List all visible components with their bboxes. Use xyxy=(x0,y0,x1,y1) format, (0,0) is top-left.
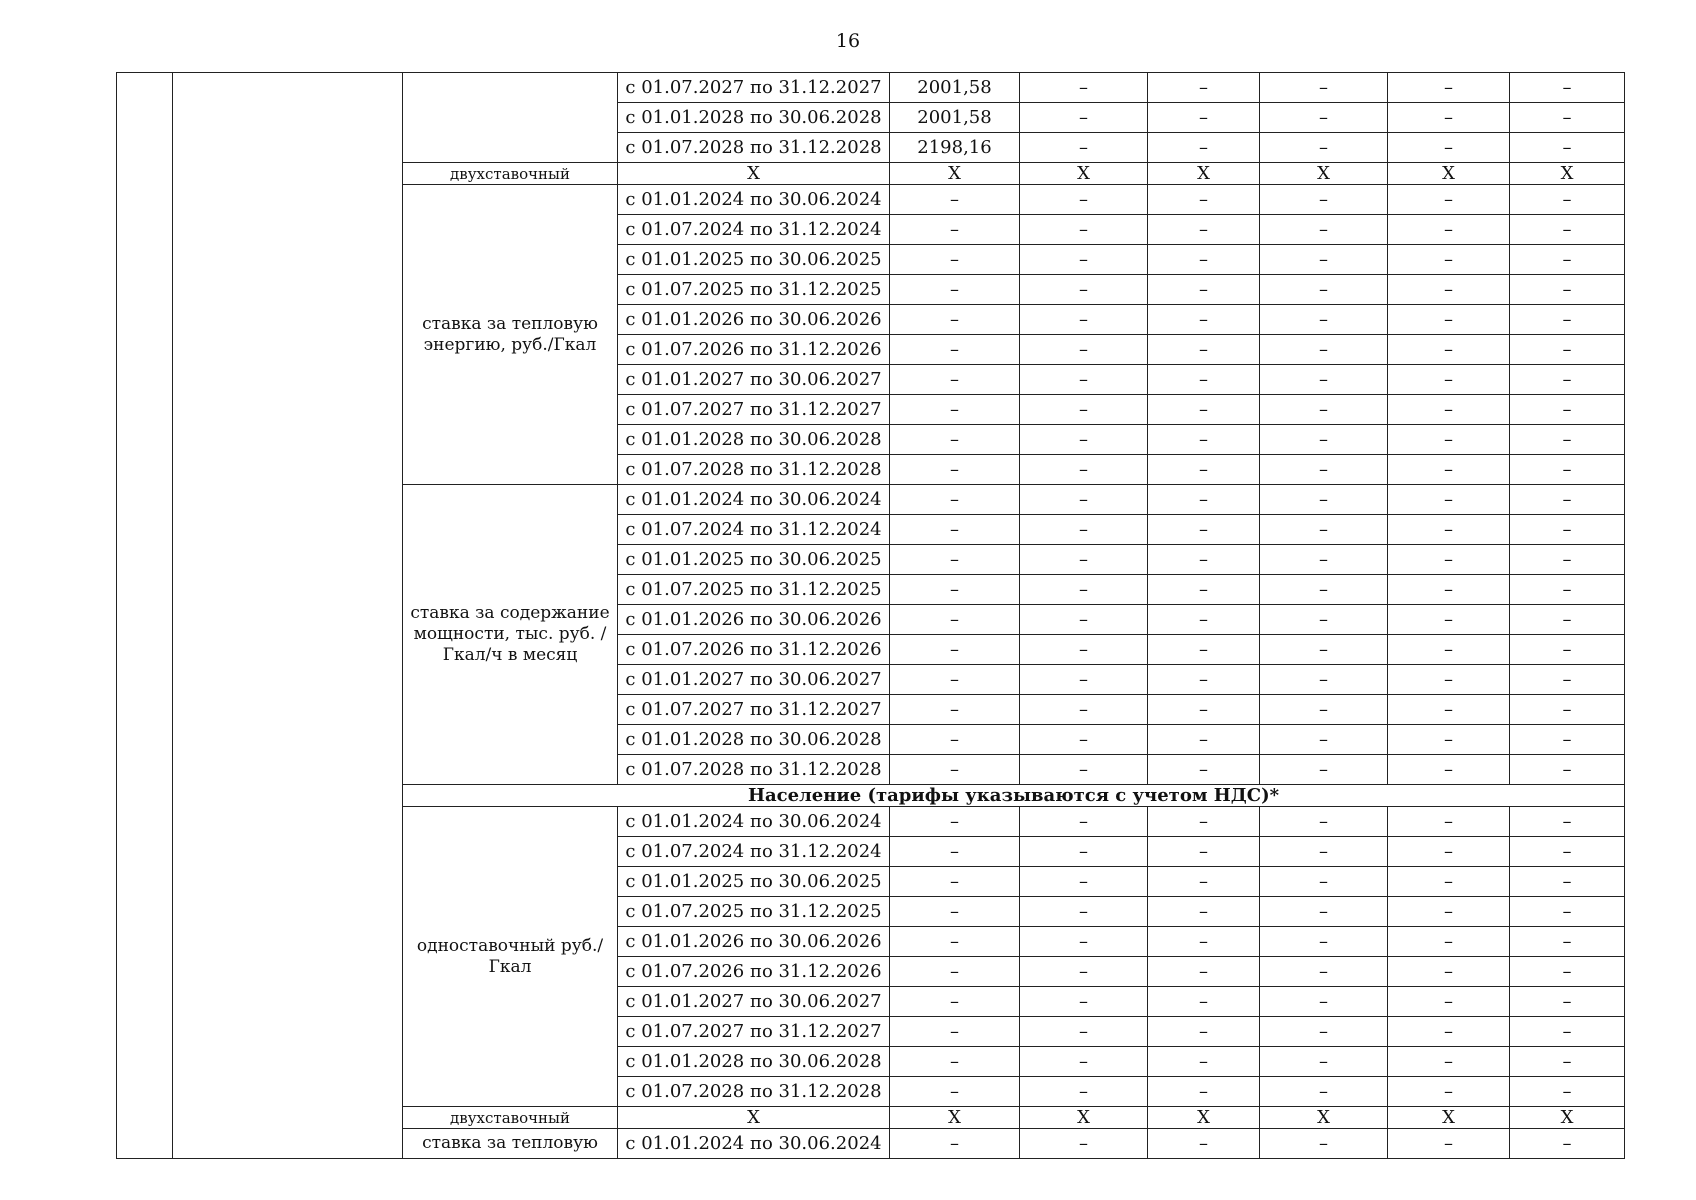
section-title: Население (тарифы указываются с учетом НДС)* xyxy=(403,785,1625,807)
period-cell: с 01.01.2026 по 30.06.2026 xyxy=(618,305,890,335)
value-cell: – xyxy=(1148,245,1260,275)
value-cell: – xyxy=(1020,365,1148,395)
value-cell: – xyxy=(1510,185,1625,215)
value-cell: – xyxy=(1388,73,1510,103)
value-cell: – xyxy=(1510,395,1625,425)
value-cell: – xyxy=(1020,867,1148,897)
period-cell: с 01.01.2028 по 30.06.2028 xyxy=(618,425,890,455)
value-cell: – xyxy=(1148,545,1260,575)
value-cell: – xyxy=(1510,455,1625,485)
value-cell: – xyxy=(1510,1017,1625,1047)
value-cell: – xyxy=(890,485,1020,515)
value-cell: – xyxy=(890,455,1020,485)
page-number: 16 xyxy=(835,30,861,52)
period-cell: с 01.01.2025 по 30.06.2025 xyxy=(618,245,890,275)
value-cell: – xyxy=(1260,665,1388,695)
value-cell: – xyxy=(1510,755,1625,785)
value-cell: – xyxy=(1020,1047,1148,1077)
value-cell: – xyxy=(1020,695,1148,725)
value-cell: – xyxy=(1148,837,1260,867)
value-cell: 2001,58 xyxy=(890,73,1020,103)
value-cell: – xyxy=(1510,103,1625,133)
value-cell: – xyxy=(1510,425,1625,455)
value-cell: – xyxy=(1148,575,1260,605)
x-cell: Х xyxy=(1510,163,1625,185)
value-cell: – xyxy=(1260,725,1388,755)
value-cell: – xyxy=(1260,485,1388,515)
value-cell: – xyxy=(1020,73,1148,103)
value-cell: – xyxy=(1510,305,1625,335)
tariff-type-label: двухставочный xyxy=(403,163,618,185)
value-cell: – xyxy=(1510,837,1625,867)
value-cell: – xyxy=(1020,987,1148,1017)
value-cell: – xyxy=(1020,957,1148,987)
table-row xyxy=(117,73,1625,103)
value-cell: – xyxy=(1260,1017,1388,1047)
value-cell: – xyxy=(1510,275,1625,305)
value-cell: – xyxy=(1260,365,1388,395)
value-cell: – xyxy=(1388,133,1510,163)
value-cell: – xyxy=(1020,133,1148,163)
value-cell: – xyxy=(890,515,1020,545)
value-cell: – xyxy=(1510,215,1625,245)
value-cell: – xyxy=(1260,1047,1388,1077)
value-cell: – xyxy=(1510,897,1625,927)
value-cell: – xyxy=(890,395,1020,425)
value-cell: – xyxy=(1260,837,1388,867)
value-cell: – xyxy=(1148,755,1260,785)
value-cell: – xyxy=(1020,395,1148,425)
value-cell: – xyxy=(1388,103,1510,133)
period-cell: с 01.01.2028 по 30.06.2028 xyxy=(618,1047,890,1077)
value-cell: – xyxy=(1510,485,1625,515)
period-cell: с 01.07.2024 по 31.12.2024 xyxy=(618,215,890,245)
period-cell: с 01.07.2025 по 31.12.2025 xyxy=(618,575,890,605)
value-cell: – xyxy=(1020,103,1148,133)
value-cell: – xyxy=(1260,807,1388,837)
value-cell: – xyxy=(1510,335,1625,365)
period-cell: с 01.01.2024 по 30.06.2024 xyxy=(618,1129,890,1159)
empty-cell xyxy=(117,73,173,1159)
value-cell: – xyxy=(890,545,1020,575)
value-cell: – xyxy=(890,987,1020,1017)
value-cell: – xyxy=(890,665,1020,695)
x-cell: Х xyxy=(1148,1107,1260,1129)
value-cell: – xyxy=(890,245,1020,275)
value-cell: – xyxy=(890,837,1020,867)
value-cell: – xyxy=(1260,515,1388,545)
period-cell: с 01.07.2024 по 31.12.2024 xyxy=(618,837,890,867)
period-cell: с 01.01.2027 по 30.06.2027 xyxy=(618,665,890,695)
value-cell: – xyxy=(890,185,1020,215)
value-cell: – xyxy=(1148,133,1260,163)
value-cell: – xyxy=(1510,807,1625,837)
value-cell: – xyxy=(1148,957,1260,987)
value-cell: – xyxy=(1510,1047,1625,1077)
value-cell: – xyxy=(1510,695,1625,725)
value-cell: – xyxy=(1148,185,1260,215)
value-cell: – xyxy=(1260,957,1388,987)
value-cell: – xyxy=(890,275,1020,305)
period-cell: с 01.01.2025 по 30.06.2025 xyxy=(618,545,890,575)
value-cell: – xyxy=(1510,365,1625,395)
value-cell: – xyxy=(1260,335,1388,365)
value-cell: – xyxy=(1388,275,1510,305)
value-cell: – xyxy=(1260,245,1388,275)
value-cell: – xyxy=(890,725,1020,755)
value-cell: 2198,16 xyxy=(890,133,1020,163)
period-cell: с 01.07.2027 по 31.12.2027 xyxy=(618,695,890,725)
value-cell: – xyxy=(1388,635,1510,665)
value-cell: – xyxy=(1510,575,1625,605)
period-cell: с 01.01.2027 по 30.06.2027 xyxy=(618,987,890,1017)
value-cell: – xyxy=(1388,725,1510,755)
value-cell: – xyxy=(1148,215,1260,245)
value-cell: – xyxy=(1388,695,1510,725)
value-cell: – xyxy=(1020,837,1148,867)
value-cell: – xyxy=(1260,987,1388,1017)
value-cell: – xyxy=(1388,455,1510,485)
period-cell: с 01.07.2028 по 31.12.2028 xyxy=(618,455,890,485)
value-cell: – xyxy=(1260,185,1388,215)
value-cell: – xyxy=(1020,665,1148,695)
value-cell: – xyxy=(890,635,1020,665)
value-cell: – xyxy=(1148,395,1260,425)
value-cell: – xyxy=(1388,545,1510,575)
value-cell: – xyxy=(1020,1129,1148,1159)
value-cell: – xyxy=(1510,665,1625,695)
period-cell: с 01.01.2024 по 30.06.2024 xyxy=(618,807,890,837)
value-cell: – xyxy=(1260,215,1388,245)
value-cell: – xyxy=(1510,1129,1625,1159)
value-cell: – xyxy=(890,215,1020,245)
value-cell: – xyxy=(1260,133,1388,163)
value-cell: – xyxy=(1388,807,1510,837)
value-cell: – xyxy=(1260,605,1388,635)
period-cell: с 01.01.2027 по 30.06.2027 xyxy=(618,365,890,395)
x-cell: Х xyxy=(1020,163,1148,185)
value-cell: – xyxy=(1148,807,1260,837)
value-cell: – xyxy=(890,1047,1020,1077)
value-cell: – xyxy=(1020,927,1148,957)
x-cell: Х xyxy=(618,1107,890,1129)
period-cell: с 01.07.2025 по 31.12.2025 xyxy=(618,275,890,305)
value-cell: – xyxy=(1388,867,1510,897)
value-cell: – xyxy=(1260,455,1388,485)
value-cell: – xyxy=(1510,1077,1625,1107)
value-cell: – xyxy=(1020,725,1148,755)
value-cell: – xyxy=(1020,275,1148,305)
value-cell: – xyxy=(1260,73,1388,103)
value-cell: – xyxy=(1148,73,1260,103)
x-cell: Х xyxy=(890,1107,1020,1129)
value-cell: – xyxy=(1510,867,1625,897)
value-cell: – xyxy=(1510,133,1625,163)
value-cell: – xyxy=(1260,545,1388,575)
value-cell: – xyxy=(1388,1129,1510,1159)
x-cell: Х xyxy=(1510,1107,1625,1129)
period-cell: с 01.01.2024 по 30.06.2024 xyxy=(618,185,890,215)
value-cell: – xyxy=(1020,305,1148,335)
value-cell: – xyxy=(1388,957,1510,987)
tariff-type-label: двухставочный xyxy=(403,1107,618,1129)
value-cell: – xyxy=(1388,425,1510,455)
value-cell: – xyxy=(1148,305,1260,335)
value-cell: – xyxy=(1148,425,1260,455)
value-cell: – xyxy=(1388,335,1510,365)
value-cell: – xyxy=(1388,665,1510,695)
value-cell: – xyxy=(1388,515,1510,545)
value-cell: – xyxy=(1020,575,1148,605)
value-cell: – xyxy=(1260,755,1388,785)
period-cell: с 01.07.2028 по 31.12.2028 xyxy=(618,133,890,163)
period-cell: с 01.07.2024 по 31.12.2024 xyxy=(618,515,890,545)
value-cell: – xyxy=(1020,545,1148,575)
value-cell: – xyxy=(890,867,1020,897)
value-cell: – xyxy=(1388,927,1510,957)
period-cell: с 01.01.2028 по 30.06.2028 xyxy=(618,725,890,755)
rate-label: ставка за тепловую xyxy=(403,1129,618,1159)
x-cell: Х xyxy=(618,163,890,185)
value-cell: – xyxy=(890,807,1020,837)
value-cell: – xyxy=(890,755,1020,785)
value-cell: – xyxy=(1020,215,1148,245)
value-cell: – xyxy=(890,575,1020,605)
value-cell: – xyxy=(1148,635,1260,665)
value-cell: – xyxy=(890,897,1020,927)
value-cell: – xyxy=(1510,545,1625,575)
value-cell: – xyxy=(1388,575,1510,605)
value-cell: – xyxy=(1260,1129,1388,1159)
rate-label: ставка за тепловую энергию, руб./Гкал xyxy=(403,185,618,485)
value-cell: – xyxy=(1148,1017,1260,1047)
value-cell: – xyxy=(1020,185,1148,215)
value-cell: – xyxy=(1148,1047,1260,1077)
value-cell: – xyxy=(1148,515,1260,545)
value-cell: – xyxy=(1020,1017,1148,1047)
value-cell: – xyxy=(1260,867,1388,897)
value-cell: – xyxy=(1148,103,1260,133)
value-cell: – xyxy=(1388,987,1510,1017)
value-cell: – xyxy=(1510,605,1625,635)
value-cell: – xyxy=(890,335,1020,365)
value-cell: – xyxy=(1510,957,1625,987)
value-cell: – xyxy=(890,1077,1020,1107)
value-cell: – xyxy=(1260,275,1388,305)
x-cell: Х xyxy=(1260,1107,1388,1129)
value-cell: – xyxy=(1260,695,1388,725)
value-cell: 2001,58 xyxy=(890,103,1020,133)
period-cell: с 01.07.2026 по 31.12.2026 xyxy=(618,957,890,987)
empty-cell xyxy=(403,73,618,163)
value-cell: – xyxy=(890,425,1020,455)
value-cell: – xyxy=(1020,425,1148,455)
period-cell: с 01.01.2024 по 30.06.2024 xyxy=(618,485,890,515)
value-cell: – xyxy=(1260,395,1388,425)
period-cell: с 01.07.2026 по 31.12.2026 xyxy=(618,335,890,365)
value-cell: – xyxy=(1148,455,1260,485)
value-cell: – xyxy=(1260,425,1388,455)
value-cell: – xyxy=(1148,335,1260,365)
value-cell: – xyxy=(1388,1077,1510,1107)
period-cell: с 01.01.2028 по 30.06.2028 xyxy=(618,103,890,133)
value-cell: – xyxy=(1260,103,1388,133)
x-cell: Х xyxy=(1388,163,1510,185)
value-cell: – xyxy=(1388,185,1510,215)
x-cell: Х xyxy=(1148,163,1260,185)
value-cell: – xyxy=(1020,245,1148,275)
x-cell: Х xyxy=(1020,1107,1148,1129)
value-cell: – xyxy=(1020,635,1148,665)
value-cell: – xyxy=(1020,335,1148,365)
period-cell: с 01.07.2027 по 31.12.2027 xyxy=(618,1017,890,1047)
value-cell: – xyxy=(1020,515,1148,545)
value-cell: – xyxy=(1148,605,1260,635)
period-cell: с 01.01.2025 по 30.06.2025 xyxy=(618,867,890,897)
value-cell: – xyxy=(1388,1017,1510,1047)
value-cell: – xyxy=(890,305,1020,335)
value-cell: – xyxy=(1510,927,1625,957)
period-cell: с 01.07.2027 по 31.12.2027 xyxy=(618,395,890,425)
value-cell: – xyxy=(890,695,1020,725)
value-cell: – xyxy=(1388,605,1510,635)
value-cell: – xyxy=(1020,807,1148,837)
value-cell: – xyxy=(890,605,1020,635)
value-cell: – xyxy=(1020,1077,1148,1107)
value-cell: – xyxy=(1388,1047,1510,1077)
value-cell: – xyxy=(1148,897,1260,927)
value-cell: – xyxy=(890,365,1020,395)
value-cell: – xyxy=(1148,927,1260,957)
value-cell: – xyxy=(1260,635,1388,665)
value-cell: – xyxy=(1388,395,1510,425)
period-cell: с 01.07.2026 по 31.12.2026 xyxy=(618,635,890,665)
value-cell: – xyxy=(1510,245,1625,275)
value-cell: – xyxy=(1148,485,1260,515)
x-cell: Х xyxy=(1388,1107,1510,1129)
value-cell: – xyxy=(1020,455,1148,485)
value-cell: – xyxy=(1020,485,1148,515)
value-cell: – xyxy=(1388,305,1510,335)
rate-label: одноставочный руб./Гкал xyxy=(403,807,618,1107)
empty-cell xyxy=(173,73,403,1159)
value-cell: – xyxy=(1020,897,1148,927)
value-cell: – xyxy=(1510,725,1625,755)
value-cell: – xyxy=(1260,927,1388,957)
value-cell: – xyxy=(1148,275,1260,305)
value-cell: – xyxy=(1510,73,1625,103)
value-cell: – xyxy=(1260,305,1388,335)
value-cell: – xyxy=(1020,755,1148,785)
value-cell: – xyxy=(1510,635,1625,665)
period-cell: с 01.07.2028 по 31.12.2028 xyxy=(618,755,890,785)
rate-label: ставка за содержание мощности, тыс. руб. /Гкал/ч в месяц xyxy=(403,485,618,785)
value-cell: – xyxy=(890,1017,1020,1047)
period-cell: с 01.01.2026 по 30.06.2026 xyxy=(618,927,890,957)
period-cell: с 01.07.2028 по 31.12.2028 xyxy=(618,1077,890,1107)
value-cell: – xyxy=(1148,1129,1260,1159)
value-cell: – xyxy=(1388,897,1510,927)
value-cell: – xyxy=(1148,987,1260,1017)
period-cell: с 01.07.2027 по 31.12.2027 xyxy=(618,73,890,103)
value-cell: – xyxy=(1388,837,1510,867)
value-cell: – xyxy=(1260,1077,1388,1107)
value-cell: – xyxy=(1510,515,1625,545)
value-cell: – xyxy=(1260,575,1388,605)
value-cell: – xyxy=(1260,897,1388,927)
value-cell: – xyxy=(890,927,1020,957)
value-cell: – xyxy=(1148,665,1260,695)
tariff-table-body xyxy=(117,73,1625,1159)
x-cell: Х xyxy=(1260,163,1388,185)
period-cell: с 01.01.2026 по 30.06.2026 xyxy=(618,605,890,635)
value-cell: – xyxy=(1388,215,1510,245)
x-cell: Х xyxy=(890,163,1020,185)
tariff-table xyxy=(116,72,1625,1159)
period-cell: с 01.07.2025 по 31.12.2025 xyxy=(618,897,890,927)
value-cell: – xyxy=(1510,987,1625,1017)
value-cell: – xyxy=(1388,485,1510,515)
value-cell: – xyxy=(1148,867,1260,897)
value-cell: – xyxy=(1020,605,1148,635)
value-cell: – xyxy=(1148,365,1260,395)
value-cell: – xyxy=(890,1129,1020,1159)
value-cell: – xyxy=(1388,245,1510,275)
value-cell: – xyxy=(1388,365,1510,395)
value-cell: – xyxy=(890,957,1020,987)
value-cell: – xyxy=(1148,1077,1260,1107)
value-cell: – xyxy=(1148,695,1260,725)
value-cell: – xyxy=(1148,725,1260,755)
value-cell: – xyxy=(1388,755,1510,785)
